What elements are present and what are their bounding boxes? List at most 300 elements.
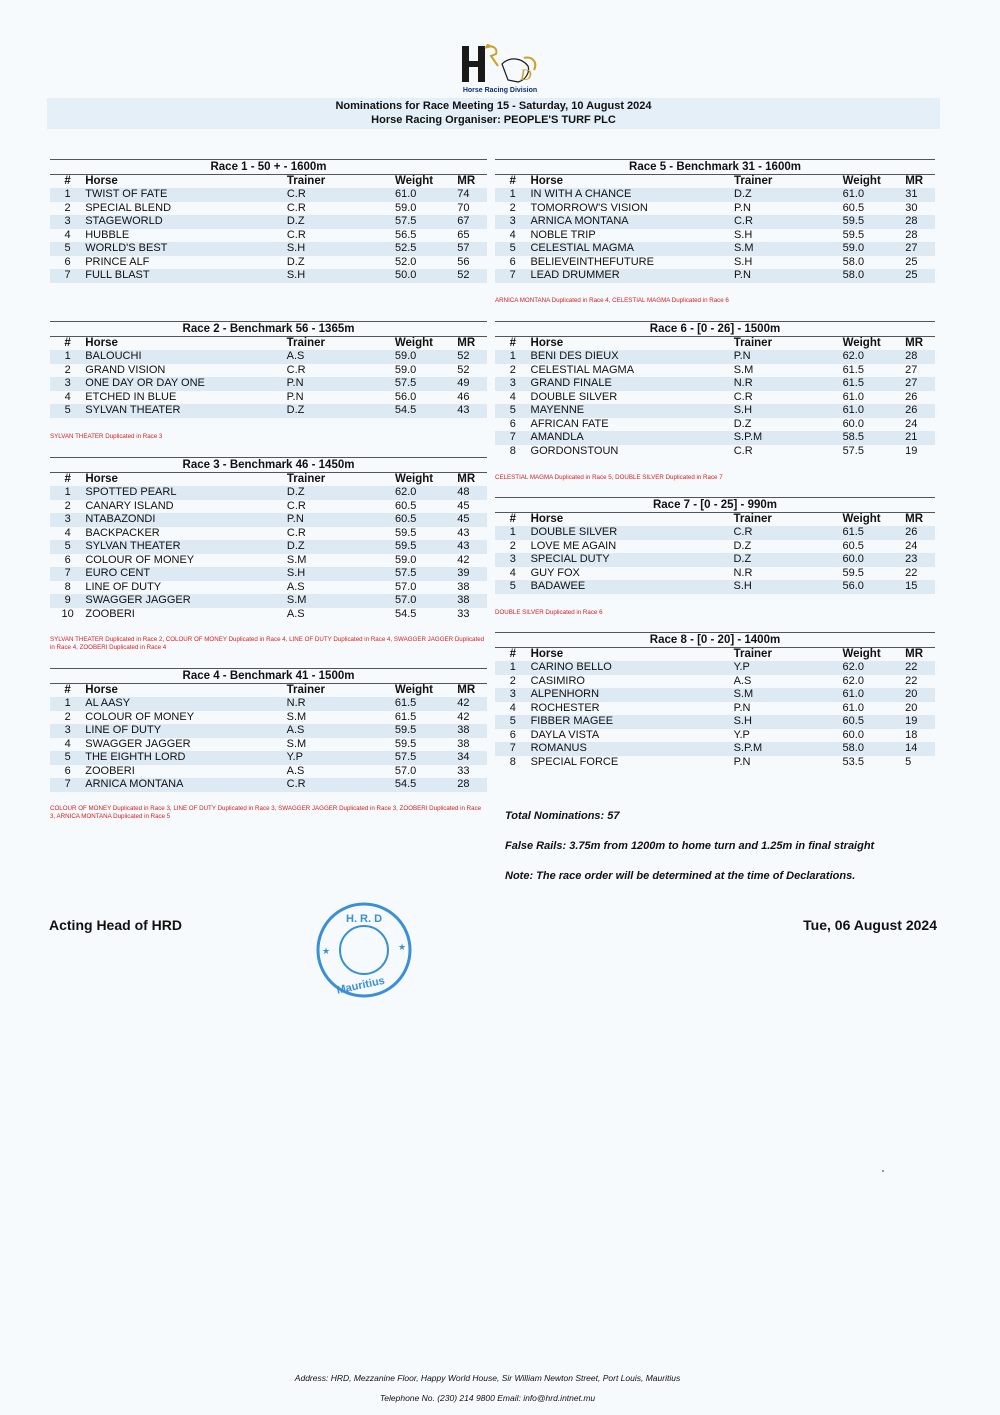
race-title: Race 5 - Benchmark 31 - 1600m bbox=[495, 159, 935, 175]
cell-trainer: Y.P bbox=[287, 751, 395, 765]
cell-mr: 42 bbox=[457, 553, 470, 566]
cell-num: 2 bbox=[64, 363, 71, 376]
cell-num: 4 bbox=[64, 228, 71, 241]
race-table bbox=[50, 337, 487, 418]
cell-trainer: S.H bbox=[287, 242, 395, 256]
cell-trainer: S.H bbox=[733, 580, 842, 594]
cell-weight: 60.5 bbox=[842, 539, 864, 552]
column-header-horse: Horse bbox=[530, 648, 564, 660]
cell-weight: 59.5 bbox=[394, 737, 417, 750]
cell-horse: COLOUR OF MONEY bbox=[85, 553, 195, 566]
table-row bbox=[50, 377, 487, 391]
cell-mr: 23 bbox=[905, 553, 935, 567]
cell-horse: TWIST OF FATE bbox=[85, 188, 287, 202]
cell-horse: SWAGGER JAGGER bbox=[85, 737, 191, 750]
cell-num: 3 bbox=[50, 215, 85, 229]
table-row bbox=[50, 513, 487, 527]
cell-trainer: S.H bbox=[734, 715, 843, 729]
cell-horse: SYLVAN THEATER bbox=[85, 404, 286, 418]
table-header-row bbox=[50, 684, 487, 697]
column-header-num: # bbox=[509, 337, 516, 349]
cell-horse: AFRICAN FATE bbox=[530, 417, 609, 430]
cell-horse: SPECIAL BLEND bbox=[85, 201, 172, 214]
column-header-weight: Weight bbox=[394, 175, 434, 187]
cell-trainer: C.R bbox=[733, 526, 842, 540]
cell-weight: 58.0 bbox=[843, 269, 906, 283]
table-row bbox=[50, 738, 487, 752]
race-note: SYLVAN THEATER Duplicated in Race 3 bbox=[50, 433, 163, 440]
race-order-note: Note: The race order will be determined at the time of Declarations. bbox=[505, 870, 856, 882]
table-row bbox=[50, 256, 487, 270]
table-row bbox=[50, 229, 487, 243]
cell-weight: 62.0 bbox=[842, 674, 864, 687]
cell-weight: 50.0 bbox=[395, 269, 457, 283]
column-header-weight: Weight bbox=[842, 337, 881, 349]
cell-horse: PRINCE ALF bbox=[85, 255, 150, 268]
column-header-trainer: Trainer bbox=[286, 473, 326, 485]
cell-num: 3 bbox=[50, 513, 85, 527]
cell-num: 7 bbox=[50, 567, 85, 581]
table-row bbox=[495, 364, 935, 378]
cell-trainer: N.R bbox=[287, 697, 395, 711]
column-header-num: # bbox=[64, 473, 71, 485]
race-title: Race 3 - Benchmark 46 - 1450m bbox=[50, 457, 487, 473]
table-row bbox=[495, 350, 935, 364]
cell-horse: GUY FOX bbox=[530, 566, 580, 579]
column-header-weight: Weight bbox=[842, 175, 881, 187]
table-row bbox=[50, 215, 487, 229]
cell-trainer: C.R bbox=[286, 228, 306, 241]
cell-horse: GORDONSTOUN bbox=[530, 444, 619, 457]
cell-trainer: A.S bbox=[287, 724, 395, 738]
cell-horse: STAGEWORLD bbox=[85, 215, 287, 229]
cell-horse: BENI DES DIEUX bbox=[531, 350, 734, 364]
cell-trainer: D.Z bbox=[287, 404, 395, 418]
cell-num: 1 bbox=[50, 350, 85, 364]
cell-horse: HUBBLE bbox=[85, 228, 130, 241]
cell-mr: 39 bbox=[457, 567, 487, 581]
cell-weight: 60.5 bbox=[395, 513, 457, 527]
cell-horse: IN WITH A CHANCE bbox=[530, 188, 734, 202]
cell-horse: BACKPACKER bbox=[85, 526, 160, 539]
table-row bbox=[495, 202, 935, 216]
cell-mr: 25 bbox=[905, 269, 935, 283]
cell-horse: SWAGGER JAGGER bbox=[85, 594, 287, 608]
cell-weight: 61.0 bbox=[842, 390, 864, 403]
cell-trainer: A.S bbox=[286, 607, 305, 620]
column-header-weight: Weight bbox=[394, 684, 433, 696]
cell-trainer: S.M bbox=[734, 688, 843, 702]
table-row bbox=[495, 688, 935, 702]
cell-mr: 65 bbox=[457, 228, 470, 241]
race-block bbox=[50, 321, 487, 418]
column-header-weight: Weight bbox=[394, 473, 434, 485]
cell-mr: 38 bbox=[457, 594, 487, 608]
cell-trainer: P.N bbox=[734, 350, 843, 364]
cell-horse: CELESTIAL MAGMA bbox=[530, 242, 734, 256]
column-header-trainer: Trainer bbox=[286, 684, 325, 696]
race-table bbox=[495, 175, 935, 283]
cell-trainer: D.Z bbox=[286, 255, 305, 268]
column-header-horse: Horse bbox=[530, 513, 564, 525]
race-block bbox=[50, 668, 487, 792]
cell-mr: 18 bbox=[905, 728, 918, 741]
cell-trainer: S.H bbox=[287, 567, 395, 581]
cell-trainer: C.R bbox=[733, 444, 753, 457]
cell-weight: 59.5 bbox=[394, 526, 417, 539]
footer-address: Address: HRD, Mezzanine Floor, Happy World House, Sir William Newton Street, Port Louis, Mauritius bbox=[294, 1373, 681, 1383]
cell-mr: 38 bbox=[457, 724, 487, 738]
cell-weight: 57.0 bbox=[394, 580, 417, 593]
cell-trainer: D.Z bbox=[287, 540, 395, 554]
table-row bbox=[50, 269, 487, 283]
column-header-mr: MR bbox=[457, 337, 476, 349]
cell-num: 3 bbox=[495, 553, 531, 567]
cell-mr: 43 bbox=[457, 540, 487, 554]
cell-num: 4 bbox=[64, 737, 71, 750]
cell-num: 7 bbox=[495, 431, 531, 445]
table-row bbox=[50, 188, 487, 202]
cell-mr: 48 bbox=[457, 486, 487, 500]
cell-mr: 38 bbox=[457, 737, 470, 750]
cell-horse: ARNICA MONTANA bbox=[530, 215, 734, 229]
column-header-weight: Weight bbox=[394, 337, 433, 349]
stamp-top-text: H. R. D bbox=[346, 913, 383, 925]
cell-weight: 61.0 bbox=[843, 404, 906, 418]
table-row bbox=[495, 526, 935, 540]
cell-weight: 58.0 bbox=[842, 255, 865, 268]
column-header-num: # bbox=[64, 684, 71, 696]
table-row bbox=[50, 242, 487, 256]
cell-trainer: P.N bbox=[286, 390, 304, 403]
cell-trainer: P.N bbox=[733, 755, 751, 768]
cell-num: 3 bbox=[50, 377, 85, 391]
table-row bbox=[495, 675, 935, 689]
cell-mr: 46 bbox=[457, 390, 470, 403]
cell-num: 5 bbox=[495, 242, 530, 256]
cell-num: 10 bbox=[61, 607, 74, 620]
cell-num: 6 bbox=[509, 417, 516, 430]
page-mark bbox=[882, 1170, 884, 1172]
cell-num: 1 bbox=[495, 526, 531, 540]
table-row bbox=[495, 229, 935, 243]
cell-num: 5 bbox=[50, 242, 85, 256]
cell-horse: BADAWEE bbox=[531, 580, 734, 594]
cell-horse: BELIEVEINTHEFUTURE bbox=[530, 255, 654, 268]
table-row bbox=[50, 778, 487, 792]
cell-weight: 61.0 bbox=[843, 188, 906, 202]
cell-num: 7 bbox=[495, 269, 530, 283]
race-note: SYLVAN THEATER Duplicated in Race 2, COLOUR OF MONEY Duplicated in Race 4, LINE OF DUTY Duplicated in Race 4, SWAGGER JAGGER Duplicated in Race 4, ZOOBERI Duplicated in Race 4 bbox=[50, 636, 485, 651]
table-row bbox=[495, 742, 935, 756]
cell-num: 2 bbox=[64, 499, 71, 512]
cell-horse: CARINO BELLO bbox=[531, 661, 734, 675]
cell-mr: 28 bbox=[457, 778, 487, 792]
cell-mr: 28 bbox=[905, 228, 918, 241]
table-row bbox=[495, 188, 935, 202]
cell-mr: 42 bbox=[457, 710, 470, 723]
cell-weight: 59.0 bbox=[394, 553, 417, 566]
svg-text:D: D bbox=[520, 67, 532, 84]
cell-num: 2 bbox=[509, 201, 516, 214]
cell-weight: 60.0 bbox=[842, 553, 905, 567]
cell-trainer: D.Z bbox=[287, 215, 395, 229]
cell-weight: 61.0 bbox=[395, 188, 457, 202]
table-header-row bbox=[50, 175, 487, 188]
column-header-trainer: Trainer bbox=[286, 175, 326, 187]
table-row bbox=[495, 567, 935, 581]
cell-mr: 5 bbox=[905, 755, 912, 768]
column-header-horse: Horse bbox=[85, 684, 118, 696]
cell-num: 2 bbox=[509, 539, 516, 552]
table-row bbox=[495, 580, 935, 594]
race-title: Race 6 - [0 - 26] - 1500m bbox=[495, 321, 935, 337]
cell-num: 8 bbox=[509, 444, 516, 457]
race-table bbox=[50, 473, 487, 621]
table-row bbox=[495, 553, 935, 567]
race-note: COLOUR OF MONEY Duplicated in Race 3, LINE OF DUTY Duplicated in Race 3, SWAGGER JAGGER Duplicated in Race 3, ZOOBERI Duplicated in Race 3, ARNICA MONTANA Duplicated in Race 5 bbox=[50, 805, 482, 820]
cell-trainer: N.R bbox=[733, 566, 753, 579]
table-row bbox=[495, 729, 935, 743]
cell-trainer: S.H bbox=[733, 228, 753, 241]
cell-horse: DAYLA VISTA bbox=[530, 728, 600, 741]
cell-num: 6 bbox=[64, 553, 71, 566]
cell-trainer: S.M bbox=[286, 710, 307, 723]
column-header-horse: Horse bbox=[85, 473, 118, 485]
cell-trainer: D.Z bbox=[733, 417, 752, 430]
cell-num: 1 bbox=[495, 350, 531, 364]
cell-mr: 24 bbox=[905, 417, 918, 430]
cell-weight: 59.5 bbox=[842, 228, 865, 241]
cell-num: 5 bbox=[50, 751, 85, 765]
cell-num: 6 bbox=[509, 255, 516, 268]
table-header-row bbox=[495, 175, 935, 188]
cell-horse: CANARY ISLAND bbox=[85, 499, 174, 512]
cell-weight: 59.5 bbox=[843, 215, 906, 229]
cell-mr: 34 bbox=[457, 751, 487, 765]
cell-weight: 59.5 bbox=[395, 724, 457, 738]
cell-mr: 25 bbox=[905, 255, 918, 268]
cell-trainer: P.N bbox=[734, 269, 843, 283]
cell-weight: 54.5 bbox=[395, 778, 457, 792]
table-row bbox=[495, 661, 935, 675]
cell-weight: 57.5 bbox=[395, 377, 457, 391]
cell-weight: 58.0 bbox=[843, 742, 906, 756]
cell-mr: 74 bbox=[457, 188, 487, 202]
cell-num: 4 bbox=[509, 228, 516, 241]
column-header-mr: MR bbox=[457, 175, 476, 187]
table-row bbox=[50, 404, 487, 418]
cell-num: 8 bbox=[509, 755, 516, 768]
cell-horse: COLOUR OF MONEY bbox=[85, 710, 195, 723]
cell-mr: 33 bbox=[457, 607, 470, 620]
cell-num: 6 bbox=[64, 764, 71, 777]
cell-horse: LOVE ME AGAIN bbox=[530, 539, 617, 552]
table-row bbox=[495, 215, 935, 229]
column-header-horse: Horse bbox=[530, 337, 564, 349]
table-row bbox=[495, 418, 935, 432]
cell-mr: 57 bbox=[457, 242, 487, 256]
cell-horse: MAYENNE bbox=[531, 404, 734, 418]
cell-mr: 45 bbox=[457, 499, 470, 512]
cell-trainer: S.M bbox=[733, 363, 754, 376]
cell-mr: 42 bbox=[457, 697, 487, 711]
cell-horse: LINE OF DUTY bbox=[85, 724, 286, 738]
cell-horse: FIBBER MAGEE bbox=[531, 715, 734, 729]
cell-mr: 49 bbox=[457, 377, 487, 391]
cell-horse: LEAD DRUMMER bbox=[530, 269, 734, 283]
cell-mr: 19 bbox=[905, 715, 935, 729]
table-row bbox=[50, 391, 487, 405]
organiser-title: Horse Racing Organiser: PEOPLE'S TURF PLC bbox=[371, 114, 616, 126]
cell-mr: 43 bbox=[457, 526, 470, 539]
cell-trainer: S.P.M bbox=[734, 742, 843, 756]
table-row bbox=[50, 500, 487, 514]
race-title: Race 2 - Benchmark 56 - 1365m bbox=[50, 321, 487, 337]
cell-horse: TOMORROW'S VISION bbox=[530, 201, 648, 214]
cell-mr: 27 bbox=[905, 242, 935, 256]
cell-num: 7 bbox=[495, 742, 531, 756]
cell-trainer: A.S bbox=[287, 350, 395, 364]
cell-num: 7 bbox=[50, 269, 85, 283]
cell-horse: BALOUCHI bbox=[85, 350, 286, 364]
cell-num: 4 bbox=[64, 390, 71, 403]
cell-weight: 61.5 bbox=[842, 526, 905, 540]
race-block bbox=[495, 321, 935, 458]
cell-weight: 54.5 bbox=[395, 404, 457, 418]
cell-horse: ARNICA MONTANA bbox=[85, 778, 286, 792]
race-block bbox=[495, 497, 935, 594]
cell-trainer: D.Z bbox=[734, 188, 843, 202]
race-table bbox=[50, 175, 487, 283]
cell-trainer: C.R bbox=[287, 778, 395, 792]
cell-trainer: P.N bbox=[733, 701, 751, 714]
cell-weight: 61.5 bbox=[395, 697, 457, 711]
table-row bbox=[495, 242, 935, 256]
table-row bbox=[50, 608, 487, 622]
cell-weight: 57.0 bbox=[394, 764, 417, 777]
cell-mr: 22 bbox=[905, 661, 935, 675]
cell-num: 2 bbox=[509, 363, 516, 376]
cell-num: 2 bbox=[64, 710, 71, 723]
race-table bbox=[495, 648, 935, 769]
column-header-mr: MR bbox=[905, 648, 924, 660]
cell-horse: AMANDLA bbox=[531, 431, 734, 445]
cell-trainer: S.H bbox=[733, 255, 753, 268]
table-header-row bbox=[50, 473, 487, 486]
cell-num: 3 bbox=[495, 377, 531, 391]
cell-horse: ONE DAY OR DAY ONE bbox=[85, 377, 286, 391]
cell-weight: 54.5 bbox=[394, 607, 417, 620]
cell-weight: 59.0 bbox=[843, 242, 906, 256]
cell-horse: EURO CENT bbox=[85, 567, 287, 581]
cell-horse: ZOOBERI bbox=[85, 764, 135, 777]
table-header-row bbox=[495, 648, 935, 661]
cell-num: 4 bbox=[64, 526, 71, 539]
cell-mr: 45 bbox=[457, 513, 487, 527]
cell-trainer: C.R bbox=[733, 390, 753, 403]
svg-text:★: ★ bbox=[322, 947, 331, 957]
table-row bbox=[495, 702, 935, 716]
cell-mr: 14 bbox=[905, 742, 935, 756]
race-table bbox=[50, 684, 487, 792]
cell-mr: 43 bbox=[457, 404, 487, 418]
cell-horse: GRAND FINALE bbox=[531, 377, 734, 391]
cell-weight: 60.5 bbox=[394, 499, 417, 512]
cell-num: 7 bbox=[50, 778, 85, 792]
cell-weight: 52.5 bbox=[395, 242, 457, 256]
column-header-trainer: Trainer bbox=[286, 337, 325, 349]
column-header-num: # bbox=[509, 648, 516, 660]
cell-weight: 61.0 bbox=[843, 688, 906, 702]
column-header-trainer: Trainer bbox=[733, 175, 773, 187]
cell-weight: 59.5 bbox=[395, 540, 457, 554]
cell-weight: 61.0 bbox=[842, 701, 864, 714]
cell-weight: 61.5 bbox=[843, 377, 906, 391]
cell-trainer: S.M bbox=[287, 594, 395, 608]
column-header-horse: Horse bbox=[85, 337, 118, 349]
cell-mr: 26 bbox=[905, 404, 935, 418]
race-table bbox=[495, 337, 935, 458]
cell-horse: CELESTIAL MAGMA bbox=[530, 363, 635, 376]
cell-num: 4 bbox=[509, 566, 516, 579]
cell-trainer: C.R bbox=[286, 201, 306, 214]
table-row bbox=[495, 391, 935, 405]
race-title: Race 1 - 50 + - 1600m bbox=[50, 159, 487, 175]
cell-horse: SPECIAL DUTY bbox=[531, 553, 734, 567]
cell-horse: NTABAZONDI bbox=[85, 513, 287, 527]
table-row bbox=[50, 527, 487, 541]
cell-trainer: P.N bbox=[287, 377, 395, 391]
cell-num: 1 bbox=[50, 697, 85, 711]
cell-mr: 30 bbox=[905, 201, 918, 214]
cell-trainer: D.Z bbox=[733, 539, 752, 552]
cell-mr: 28 bbox=[905, 350, 935, 364]
table-header-row bbox=[495, 513, 935, 526]
total-nominations: Total Nominations: 57 bbox=[505, 810, 620, 822]
cell-mr: 26 bbox=[905, 390, 918, 403]
table-row bbox=[50, 364, 487, 378]
cell-weight: 62.0 bbox=[843, 350, 906, 364]
cell-trainer: C.R bbox=[287, 188, 395, 202]
cell-num: 1 bbox=[50, 486, 85, 500]
cell-mr: 26 bbox=[905, 526, 935, 540]
cell-trainer: P.N bbox=[287, 513, 395, 527]
logo-caption: Horse Racing Division bbox=[462, 87, 538, 94]
cell-mr: 31 bbox=[905, 188, 935, 202]
table-row bbox=[50, 567, 487, 581]
column-header-num: # bbox=[509, 513, 516, 525]
cell-weight: 56.0 bbox=[394, 390, 417, 403]
cell-num: 1 bbox=[50, 188, 85, 202]
column-header-trainer: Trainer bbox=[733, 513, 772, 525]
cell-trainer: S.M bbox=[286, 737, 307, 750]
cell-trainer: D.Z bbox=[287, 486, 395, 500]
cell-trainer: A.S bbox=[286, 764, 305, 777]
cell-horse: ROMANUS bbox=[531, 742, 734, 756]
title-band bbox=[47, 98, 940, 129]
cell-weight: 53.5 bbox=[842, 755, 864, 768]
cell-num: 5 bbox=[495, 715, 531, 729]
cell-trainer: Y.P bbox=[734, 661, 843, 675]
cell-horse: ZOOBERI bbox=[85, 607, 135, 620]
table-header-row bbox=[50, 337, 487, 350]
cell-mr: 27 bbox=[905, 377, 935, 391]
cell-trainer: S.M bbox=[734, 242, 843, 256]
cell-trainer: A.S bbox=[733, 674, 752, 687]
cell-horse: ETCHED IN BLUE bbox=[85, 390, 177, 403]
cell-weight: 62.0 bbox=[395, 486, 457, 500]
